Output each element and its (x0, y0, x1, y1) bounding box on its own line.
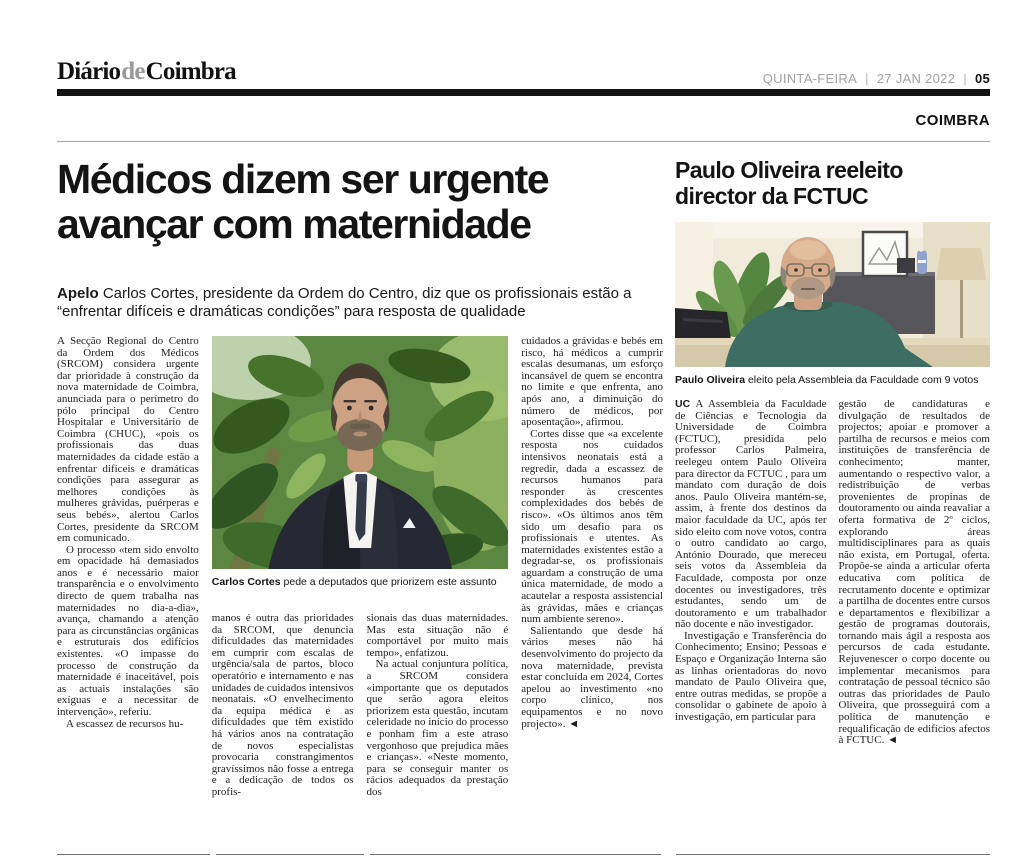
main-column-2 (212, 613, 354, 841)
article-paragraph: A Secção Regional do Centro da Ordem dos Médicos (SRCOM) considera urgente dar prioridade à construção da nova maternidade de Coimbra, anunciada para o perímetro do pólo principal do Centro Hospitalar e Universitário de Coimbra (CHUC), «pois os profissionais das duas maternidades da cidade estão a enfrentar difíceis e dramáticas condições para assegurar as melhores condições às mulheres grávidas, puérperas e seus bebés», alertou Carlos Cortes, presidente da SRCOM em comunicado. (57, 336, 199, 545)
main-photo-caption (212, 576, 509, 589)
logo-word-3: Coimbra (145, 58, 236, 85)
article-text: A Assembleia da Faculdade de Ciências e Tecnologia da Universidade de Coimbra (FCTUC), presidida pelo professor Carlos Palmeira, reelegeu ontem Paulo Oliveira para director da FCTUC , para um mandato com duração de dois anos. Paulo Oliveira mantém-se, assim, à frente dos destinos da maior faculdade da UC, após ter sido eleito com nove votos, contra o outro candidato ao cargo, António Dourado, que mereceu seis votos da Assembleia da Faculdade, composta por onze docentes ou investigadores, três estudantes, sendo um de doutoramento e um trabalhador não docente e não investigador. (675, 399, 827, 631)
article-paragraph: cuidados a grávidas e bebés em risco, há médicos a cumprir escalas desumanas, um esforço incansável de quem se encontra no limite e que enfrenta, ano após ano, a diminuição do número de médicos, por aposentação», afirmou. (521, 336, 663, 429)
logo-word-1: Diário (57, 58, 121, 85)
article-paragraph: gestão de candidaturas e divulgação de resultados de projectos; apoiar e promover a partilha de recursos e meios com instituições de transferência de conhecimento; manter, aumentando o respectivo valor, a redistribuição de verbas provenientes de propinas de doutoramento ou ainda reavaliar a oferta formativa de 2º ciclos, explorando áreas multidisciplinares para as quais não exista, em Portugal, oferta. Propõe-se ainda a articular oferta educativa com política de recrutamento docente e optimizar a partilha de docentes entre cursos e departamentos e flexibilizar a gestão de programas doutorais, tornando mais ágil a resposta aos percursos de cada estudante. Rejuvenescer o corpo docente ou implementar mecanismos para contratação de pessoal técnico são outras das prioridades de Paulo Oliveira, que prosseguirá com a política de manutenção e requalificação de edifícios afectos à FCTUC. ◄ (838, 399, 990, 747)
secondary-photo-caption (675, 374, 990, 387)
article-paragraph: Cortes disse que «a excelente resposta nos cuidados intensivos neonatais está a regredir, dada a escassez de recursos humanos para responder às crescentes complexidades dos bebés de risco». «Os últimos anos têm sido um desafio para os profissionais e utentes. As maternidades existentes estão a degradar-se, os profissionais aguardam a construção de uma única maternidade, de modo a acautelar a resposta assistencial às grávidas, mães e crianças num ambiente sereno». (521, 427, 663, 626)
masthead-rule (57, 89, 990, 96)
section-label: COIMBRA (915, 112, 990, 129)
main-headline-line1: Médicos dizem ser urgente (57, 156, 549, 202)
article-paragraph: A escassez de recursos hu- (66, 717, 184, 730)
secondary-headline (675, 157, 990, 209)
secondary-article (675, 157, 990, 851)
article-paragraph: Salientando que desde há vários meses não há desenvolvimento do projecto da nova maternidade, prevista estar concluída em 2024, Cortes apelou ao investimento «no corpo clínico, nos equipamentos e no novo projecto». ◄ (521, 624, 663, 730)
secondary-column-1 (675, 399, 827, 851)
main-article-body (57, 336, 663, 841)
paulo-oliveira-photo (675, 222, 990, 367)
carlos-cortes-photo-block (212, 336, 509, 613)
column-end-rule (57, 854, 210, 855)
paulo-oliveira-photo-block (675, 222, 990, 387)
main-column-3 (367, 613, 509, 841)
edition-date: 27 JAN 2022 (876, 71, 956, 86)
main-subhead (57, 285, 663, 321)
section-rule (57, 141, 990, 142)
subhead-kicker: Apelo (57, 285, 99, 302)
newspaper-logo (57, 58, 236, 86)
logo-word-2: de (121, 58, 145, 85)
article-kicker: UC (675, 399, 691, 410)
article-paragraph (675, 399, 827, 631)
article-paragraph: Investigação e Transferência do Conhecimento; Ensino; Pessoas e Espaço e Organização Interna são as linhas orientadoras do novo mandato de Paulo Oliveira que, entre outras medidas, se propõe a consolidar o gabinete de apoio à investigação, em particular para (675, 629, 827, 724)
masthead (57, 56, 990, 86)
article-paragraph: Na actual conjuntura política, a SRCOM considera «importante que os deputados que serão agora eleitos priorizem esta questão, incutam celeridade no início do processo e ponham fim a este atraso vergonhoso que prejudica mães e crianças». «Neste momento, para se conseguir manter os rácios adequados da prestação dos (366, 658, 509, 798)
edition-info (763, 71, 990, 86)
main-headline (57, 157, 663, 247)
main-headline-line2: avançar com maternidade (57, 201, 531, 247)
column-end-rule (676, 854, 990, 855)
page-number: 05 (974, 71, 990, 86)
carlos-cortes-photo (212, 336, 509, 569)
secondary-headline-line1: Paulo Oliveira reeleito (675, 157, 903, 183)
secondary-column-2 (839, 399, 991, 851)
weekday-label: QUINTA-FEIRA (762, 71, 858, 86)
column-end-rule (370, 854, 661, 855)
caption-text: pede a deputados que priorizem este assunto (280, 576, 497, 588)
article-paragraph: sionais das duas maternidades. Mas esta situação não é comportável por muito mais tempo», enfatizou. (366, 612, 509, 659)
separator: | (865, 71, 869, 86)
article-paragraph: O processo «tem sido envolto em opacidade há demasiados anos e é necessário maior transparência e o envolvimento directo de quem trabalha nas maternidades no dia-a-dia», avança, chamando a atenção para as circunstâncias orgânicas e estruturais dos edifícios existentes. «O impasse do processo de construção da maternidade é inaceitável, pois as actuais instalações são exíguas e a necessitar de intervenção», referiu. (57, 543, 199, 718)
main-article (57, 157, 663, 841)
main-column-4 (521, 336, 663, 841)
caption-name: Paulo Oliveira (675, 374, 746, 386)
caption-name: Carlos Cortes (211, 576, 281, 588)
subhead-text: Carlos Cortes, presidente da Ordem do Centro, diz que os profissionais estão a “enfrentar difíceis e dramáticas condições” para resposta de qualidade (57, 285, 632, 320)
caption-text: eleito pela Assembleia da Faculdade com 9 votos (745, 374, 979, 386)
column-end-rule (216, 854, 364, 855)
secondary-headline-line2: director da FCTUC (675, 183, 868, 209)
separator: | (963, 71, 967, 86)
article-paragraph: manos é outra das prioridades da SRCOM, que denuncia dificuldades das maternidades em cumprir com escalas de urgência/sala de partos, bloco operatório e internamento e nas unidades de cuidados intensivos neonatais. «O envelhecimento da equipa médica e as dificuldades que têm existido há vários anos na contratação de novos especialistas provocaria constrangimentos gravíssimos não fosse a entrega e a dedicação de todos os profis- (211, 612, 354, 798)
secondary-article-body (675, 399, 990, 851)
main-column-1 (57, 336, 199, 841)
